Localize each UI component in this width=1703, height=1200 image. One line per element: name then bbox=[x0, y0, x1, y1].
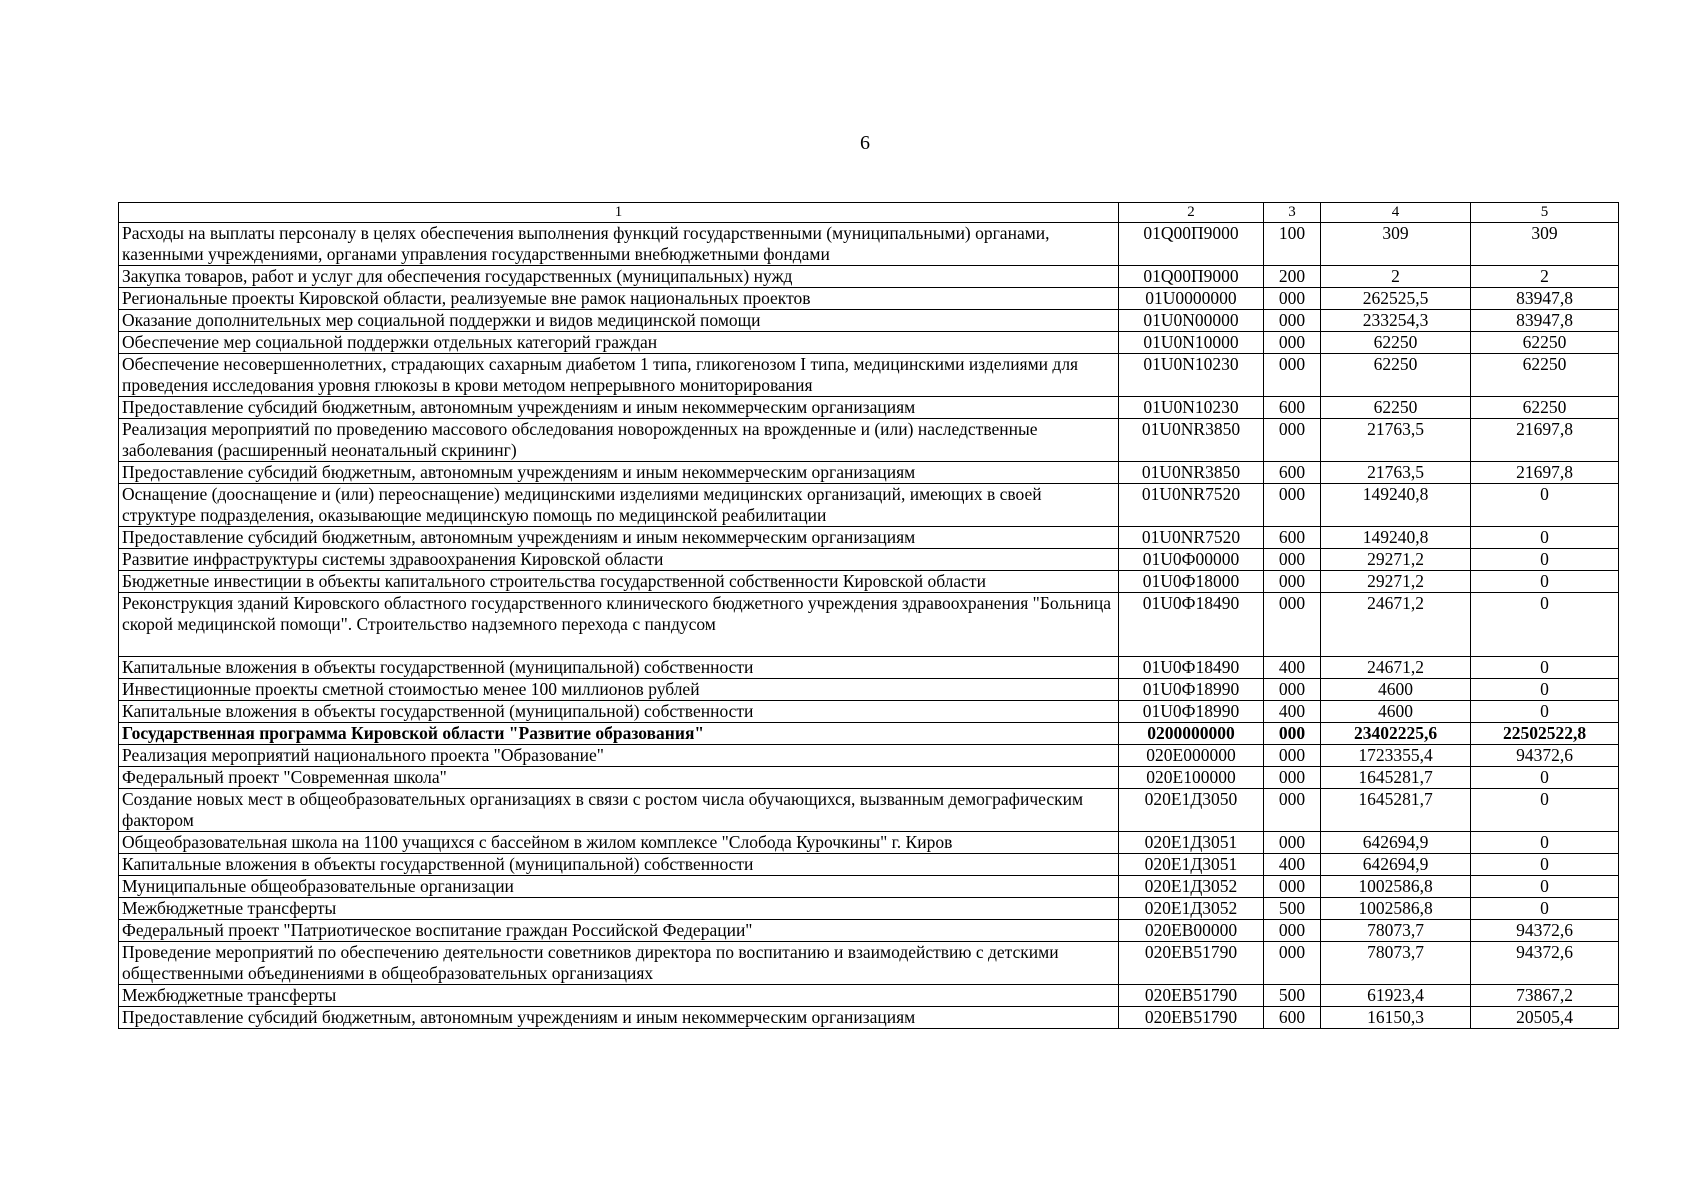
row-value-2-cell: 0 bbox=[1471, 876, 1619, 898]
row-name-cell: Общеобразовательная школа на 1100 учащихся с бассейном в жилом комплексе "Слобода Курочкины" г. Киров bbox=[119, 832, 1119, 854]
row-code-cell: 01U0Ф18490 bbox=[1119, 593, 1264, 657]
row-code-cell: 01U0000000 bbox=[1119, 288, 1264, 310]
row-value-1-cell: 1002586,8 bbox=[1321, 876, 1471, 898]
row-code-cell: 01U0NR7520 bbox=[1119, 484, 1264, 527]
row-type-cell: 000 bbox=[1264, 723, 1321, 745]
table-row bbox=[119, 723, 1619, 745]
row-value-2-cell: 0 bbox=[1471, 571, 1619, 593]
row-code-cell: 01U0N10230 bbox=[1119, 354, 1264, 397]
row-value-1-cell: 149240,8 bbox=[1321, 527, 1471, 549]
row-value-2-cell: 0 bbox=[1471, 527, 1619, 549]
row-type-cell: 000 bbox=[1264, 593, 1321, 657]
row-value-1-cell: 24671,2 bbox=[1321, 657, 1471, 679]
row-name-cell: Региональные проекты Кировской области, реализуемые вне рамок национальных проектов bbox=[119, 288, 1119, 310]
row-value-2-cell: 21697,8 bbox=[1471, 462, 1619, 484]
table-row bbox=[119, 657, 1619, 679]
row-value-2-cell: 22502522,8 bbox=[1471, 723, 1619, 745]
row-code-cell: 020EB51790 bbox=[1119, 942, 1264, 985]
table-row bbox=[119, 789, 1619, 832]
row-value-2-cell: 94372,6 bbox=[1471, 942, 1619, 985]
row-name-cell: Капитальные вложения в объекты государственной (муниципальной) собственности bbox=[119, 854, 1119, 876]
row-code-cell: 020E000000 bbox=[1119, 745, 1264, 767]
table-row bbox=[119, 985, 1619, 1007]
row-code-cell: 020E1Д3051 bbox=[1119, 832, 1264, 854]
table-row bbox=[119, 854, 1619, 876]
row-name-cell: Закупка товаров, работ и услуг для обеспечения государственных (муниципальных) нужд bbox=[119, 266, 1119, 288]
table-row bbox=[119, 310, 1619, 332]
row-value-1-cell: 1002586,8 bbox=[1321, 898, 1471, 920]
table-row bbox=[119, 876, 1619, 898]
row-name-cell: Обеспечение несовершеннолетних, страдающих сахарным диабетом 1 типа, гликогенозом I типа, медицинскими изделиями для проведения исследования уровня глюкозы в крови методом непрерывного мониторирования bbox=[119, 354, 1119, 397]
table-row bbox=[119, 354, 1619, 397]
table-row bbox=[119, 920, 1619, 942]
row-type-cell: 500 bbox=[1264, 898, 1321, 920]
table-row bbox=[119, 462, 1619, 484]
row-value-2-cell: 0 bbox=[1471, 854, 1619, 876]
row-type-cell: 400 bbox=[1264, 701, 1321, 723]
row-value-1-cell: 4600 bbox=[1321, 701, 1471, 723]
row-type-cell: 600 bbox=[1264, 397, 1321, 419]
row-name-cell: Проведение мероприятий по обеспечению деятельности советников директора по воспитанию и взаимодействию с детскими общественными объединениями в общеобразовательных организациях bbox=[119, 942, 1119, 985]
row-value-1-cell: 21763,5 bbox=[1321, 462, 1471, 484]
column-header-4: 4 bbox=[1321, 203, 1471, 223]
table-row bbox=[119, 1007, 1619, 1029]
row-value-2-cell: 83947,8 bbox=[1471, 288, 1619, 310]
row-value-1-cell: 21763,5 bbox=[1321, 419, 1471, 462]
table-row bbox=[119, 593, 1619, 657]
row-name-cell: Предоставление субсидий бюджетным, автономным учреждениям и иным некоммерческим организациям bbox=[119, 397, 1119, 419]
table-row bbox=[119, 266, 1619, 288]
table-row bbox=[119, 679, 1619, 701]
row-code-cell: 020E100000 bbox=[1119, 767, 1264, 789]
row-name-cell: Федеральный проект "Современная школа" bbox=[119, 767, 1119, 789]
row-code-cell: 020E1Д3051 bbox=[1119, 854, 1264, 876]
table-row bbox=[119, 549, 1619, 571]
row-value-2-cell: 0 bbox=[1471, 832, 1619, 854]
row-type-cell: 400 bbox=[1264, 657, 1321, 679]
row-value-2-cell: 0 bbox=[1471, 898, 1619, 920]
row-value-1-cell: 309 bbox=[1321, 223, 1471, 266]
row-code-cell: 01U0N10000 bbox=[1119, 332, 1264, 354]
row-code-cell: 01Q00П9000 bbox=[1119, 223, 1264, 266]
row-name-cell: Капитальные вложения в объекты государственной (муниципальной) собственности bbox=[119, 701, 1119, 723]
row-value-2-cell: 0 bbox=[1471, 657, 1619, 679]
row-code-cell: 01U0NR3850 bbox=[1119, 419, 1264, 462]
table-row bbox=[119, 288, 1619, 310]
row-name-cell: Расходы на выплаты персоналу в целях обеспечения выполнения функций государственными (муниципальными) органами, казенными учреждениями, органами управления государственными внебюджетными фондами bbox=[119, 223, 1119, 266]
row-value-2-cell: 0 bbox=[1471, 484, 1619, 527]
row-code-cell: 01U0N10230 bbox=[1119, 397, 1264, 419]
row-type-cell: 000 bbox=[1264, 832, 1321, 854]
row-type-cell: 000 bbox=[1264, 484, 1321, 527]
row-type-cell: 000 bbox=[1264, 419, 1321, 462]
row-value-1-cell: 78073,7 bbox=[1321, 942, 1471, 985]
row-value-2-cell: 73867,2 bbox=[1471, 985, 1619, 1007]
row-value-1-cell: 4600 bbox=[1321, 679, 1471, 701]
row-code-cell: 01Q00П9000 bbox=[1119, 266, 1264, 288]
table-row bbox=[119, 527, 1619, 549]
table-header bbox=[119, 203, 1619, 223]
row-value-2-cell: 309 bbox=[1471, 223, 1619, 266]
row-value-2-cell: 94372,6 bbox=[1471, 920, 1619, 942]
row-value-1-cell: 233254,3 bbox=[1321, 310, 1471, 332]
row-value-2-cell: 0 bbox=[1471, 789, 1619, 832]
row-code-cell: 01U0NR7520 bbox=[1119, 527, 1264, 549]
table-row bbox=[119, 571, 1619, 593]
row-type-cell: 600 bbox=[1264, 462, 1321, 484]
row-value-1-cell: 642694,9 bbox=[1321, 854, 1471, 876]
row-name-cell: Межбюджетные трансферты bbox=[119, 898, 1119, 920]
table-row bbox=[119, 223, 1619, 266]
row-code-cell: 01U0N00000 bbox=[1119, 310, 1264, 332]
row-value-1-cell: 1645281,7 bbox=[1321, 767, 1471, 789]
table-row bbox=[119, 397, 1619, 419]
row-type-cell: 600 bbox=[1264, 527, 1321, 549]
row-value-1-cell: 78073,7 bbox=[1321, 920, 1471, 942]
row-code-cell: 020EB51790 bbox=[1119, 1007, 1264, 1029]
row-value-1-cell: 61923,4 bbox=[1321, 985, 1471, 1007]
row-value-2-cell: 21697,8 bbox=[1471, 419, 1619, 462]
row-value-1-cell: 1645281,7 bbox=[1321, 789, 1471, 832]
row-value-1-cell: 1723355,4 bbox=[1321, 745, 1471, 767]
row-value-2-cell: 83947,8 bbox=[1471, 310, 1619, 332]
row-type-cell: 000 bbox=[1264, 745, 1321, 767]
row-name-cell: Создание новых мест в общеобразовательных организациях в связи с ростом числа обучающихся, вызванным демографическим фактором bbox=[119, 789, 1119, 832]
row-type-cell: 000 bbox=[1264, 354, 1321, 397]
row-code-cell: 01U0NR3850 bbox=[1119, 462, 1264, 484]
row-value-1-cell: 62250 bbox=[1321, 332, 1471, 354]
row-value-2-cell: 0 bbox=[1471, 701, 1619, 723]
table-row bbox=[119, 942, 1619, 985]
row-value-2-cell: 94372,6 bbox=[1471, 745, 1619, 767]
row-type-cell: 000 bbox=[1264, 310, 1321, 332]
table-row bbox=[119, 832, 1619, 854]
row-value-1-cell: 262525,5 bbox=[1321, 288, 1471, 310]
row-value-2-cell: 2 bbox=[1471, 266, 1619, 288]
row-type-cell: 000 bbox=[1264, 789, 1321, 832]
row-name-cell: Капитальные вложения в объекты государственной (муниципальной) собственности bbox=[119, 657, 1119, 679]
row-value-1-cell: 642694,9 bbox=[1321, 832, 1471, 854]
column-header-3: 3 bbox=[1264, 203, 1321, 223]
row-value-2-cell: 0 bbox=[1471, 593, 1619, 657]
row-type-cell: 000 bbox=[1264, 549, 1321, 571]
row-code-cell: 020E1Д3052 bbox=[1119, 876, 1264, 898]
row-code-cell: 01U0Ф00000 bbox=[1119, 549, 1264, 571]
table-row bbox=[119, 767, 1619, 789]
row-code-cell: 020EB51790 bbox=[1119, 985, 1264, 1007]
table-row bbox=[119, 484, 1619, 527]
page-number: 6 bbox=[860, 132, 870, 154]
table-row bbox=[119, 701, 1619, 723]
row-type-cell: 000 bbox=[1264, 332, 1321, 354]
table-row bbox=[119, 745, 1619, 767]
row-value-2-cell: 62250 bbox=[1471, 332, 1619, 354]
table-body bbox=[119, 223, 1619, 1029]
row-value-2-cell: 62250 bbox=[1471, 397, 1619, 419]
row-name-cell: Предоставление субсидий бюджетным, автономным учреждениям и иным некоммерческим организациям bbox=[119, 527, 1119, 549]
row-value-1-cell: 29271,2 bbox=[1321, 571, 1471, 593]
row-type-cell: 000 bbox=[1264, 571, 1321, 593]
row-name-cell: Предоставление субсидий бюджетным, автономным учреждениям и иным некоммерческим организациям bbox=[119, 462, 1119, 484]
table-row bbox=[119, 419, 1619, 462]
row-value-2-cell: 62250 bbox=[1471, 354, 1619, 397]
row-name-cell: Развитие инфраструктуры системы здравоохранения Кировской области bbox=[119, 549, 1119, 571]
row-type-cell: 100 bbox=[1264, 223, 1321, 266]
row-name-cell: Государственная программа Кировской области "Развитие образования" bbox=[119, 723, 1119, 745]
row-name-cell: Оказание дополнительных мер социальной поддержки и видов медицинской помощи bbox=[119, 310, 1119, 332]
row-name-cell: Межбюджетные трансферты bbox=[119, 985, 1119, 1007]
row-type-cell: 600 bbox=[1264, 1007, 1321, 1029]
row-value-2-cell: 20505,4 bbox=[1471, 1007, 1619, 1029]
row-name-cell: Оснащение (дооснащение и (или) переоснащение) медицинскими изделиями медицинских организаций, имеющих в своей структуре подразделения, оказывающие медицинскую помощь по медицинской реабилитации bbox=[119, 484, 1119, 527]
row-name-cell: Предоставление субсидий бюджетным, автономным учреждениям и иным некоммерческим организациям bbox=[119, 1007, 1119, 1029]
column-header-1: 1 bbox=[119, 203, 1119, 223]
row-name-cell: Реконструкция зданий Кировского областного государственного клинического бюджетного учреждения здравоохранения "Больница скорой медицинской помощи". Строительство надземного перехода с пандусом bbox=[119, 593, 1119, 657]
row-value-2-cell: 0 bbox=[1471, 549, 1619, 571]
row-code-cell: 01U0Ф18990 bbox=[1119, 679, 1264, 701]
row-code-cell: 020EB00000 bbox=[1119, 920, 1264, 942]
row-type-cell: 000 bbox=[1264, 876, 1321, 898]
row-code-cell: 020E1Д3050 bbox=[1119, 789, 1264, 832]
row-type-cell: 200 bbox=[1264, 266, 1321, 288]
row-value-1-cell: 2 bbox=[1321, 266, 1471, 288]
table-row bbox=[119, 332, 1619, 354]
budget-table bbox=[118, 202, 1619, 1029]
row-name-cell: Инвестиционные проекты сметной стоимостью менее 100 миллионов рублей bbox=[119, 679, 1119, 701]
row-name-cell: Реализация мероприятий по проведению массового обследования новорожденных на врожденные и (или) наследственные заболевания (расширенный неонатальный скрининг) bbox=[119, 419, 1119, 462]
row-type-cell: 000 bbox=[1264, 288, 1321, 310]
row-code-cell: 0200000000 bbox=[1119, 723, 1264, 745]
row-code-cell: 020E1Д3052 bbox=[1119, 898, 1264, 920]
row-value-1-cell: 24671,2 bbox=[1321, 593, 1471, 657]
row-name-cell: Муниципальные общеобразовательные организации bbox=[119, 876, 1119, 898]
row-code-cell: 01U0Ф18000 bbox=[1119, 571, 1264, 593]
row-type-cell: 000 bbox=[1264, 679, 1321, 701]
row-value-1-cell: 29271,2 bbox=[1321, 549, 1471, 571]
row-code-cell: 01U0Ф18990 bbox=[1119, 701, 1264, 723]
header-row bbox=[119, 203, 1619, 223]
row-name-cell: Бюджетные инвестиции в объекты капитального строительства государственной собственности Кировской области bbox=[119, 571, 1119, 593]
row-type-cell: 000 bbox=[1264, 942, 1321, 985]
row-code-cell: 01U0Ф18490 bbox=[1119, 657, 1264, 679]
row-value-1-cell: 16150,3 bbox=[1321, 1007, 1471, 1029]
column-header-5: 5 bbox=[1471, 203, 1619, 223]
row-value-1-cell: 23402225,6 bbox=[1321, 723, 1471, 745]
column-header-2: 2 bbox=[1119, 203, 1264, 223]
row-value-1-cell: 149240,8 bbox=[1321, 484, 1471, 527]
row-type-cell: 000 bbox=[1264, 920, 1321, 942]
row-type-cell: 400 bbox=[1264, 854, 1321, 876]
row-name-cell: Обеспечение мер социальной поддержки отдельных категорий граждан bbox=[119, 332, 1119, 354]
row-value-1-cell: 62250 bbox=[1321, 354, 1471, 397]
row-value-1-cell: 62250 bbox=[1321, 397, 1471, 419]
row-type-cell: 000 bbox=[1264, 767, 1321, 789]
row-value-2-cell: 0 bbox=[1471, 767, 1619, 789]
row-name-cell: Федеральный проект "Патриотическое воспитание граждан Российской Федерации" bbox=[119, 920, 1119, 942]
row-name-cell: Реализация мероприятий национального проекта "Образование" bbox=[119, 745, 1119, 767]
table-row bbox=[119, 898, 1619, 920]
row-value-2-cell: 0 bbox=[1471, 679, 1619, 701]
row-type-cell: 500 bbox=[1264, 985, 1321, 1007]
